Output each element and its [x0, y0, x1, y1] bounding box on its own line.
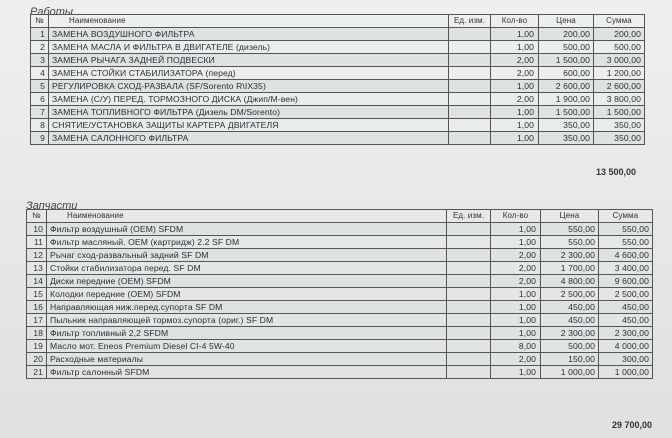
row-name: Фильтр воздушный (OEM) SFDM: [47, 223, 447, 236]
table-row: [27, 275, 653, 288]
row-price: 150,00: [541, 353, 599, 366]
works-section-title: Работы: [30, 6, 74, 18]
row-price: 2 300,00: [541, 249, 599, 262]
row-name: ЗАМЕНА МАСЛА И ФИЛЬТРА В ДВИГАТЕЛЕ (дизель): [49, 41, 449, 54]
table-row: [27, 314, 653, 327]
row-quantity: 1,00: [491, 223, 541, 236]
works-table: [30, 14, 645, 145]
row-quantity: 2,00: [491, 93, 539, 106]
row-price: 1 900,00: [539, 93, 594, 106]
row-unit: [449, 54, 491, 67]
row-unit: [447, 275, 491, 288]
row-number: 9: [31, 132, 49, 145]
table-row: [27, 249, 653, 262]
row-price: 2 300,00: [541, 327, 599, 340]
parts-total: 29 700,00: [611, 420, 652, 430]
row-unit: [447, 353, 491, 366]
row-unit: [449, 132, 491, 145]
row-price: 500,00: [539, 41, 594, 54]
table-row: [27, 288, 653, 301]
row-number: 16: [27, 301, 47, 314]
row-price: 1 700,00: [541, 262, 599, 275]
row-unit: [449, 80, 491, 93]
row-unit: [449, 41, 491, 54]
row-unit: [447, 288, 491, 301]
row-quantity: 1,00: [491, 288, 541, 301]
col-sum-header: Сумма: [594, 15, 645, 28]
row-quantity: 1,00: [491, 106, 539, 119]
row-name: ЗАМЕНА САЛОННОГО ФИЛЬТРА: [49, 132, 449, 145]
parts-table-body: [27, 223, 653, 379]
table-row: [31, 41, 645, 54]
row-sum: 500,00: [594, 41, 645, 54]
row-name: ЗАМЕНА (С/У) ПЕРЕД. ТОРМОЗНОГО ДИСКА (Джип/М-вен): [49, 93, 449, 106]
row-sum: 200,00: [594, 28, 645, 41]
row-price: 550,00: [541, 236, 599, 249]
row-number: 4: [31, 67, 49, 80]
row-sum: 3 800,00: [594, 93, 645, 106]
table-row: [31, 67, 645, 80]
col-qty-header: Кол-во: [491, 210, 541, 223]
row-unit: [447, 249, 491, 262]
row-unit: [449, 28, 491, 41]
col-no-header: №: [31, 15, 49, 28]
row-number: 20: [27, 353, 47, 366]
table-row: [31, 28, 645, 41]
table-row: [31, 80, 645, 93]
row-number: 13: [27, 262, 47, 275]
row-number: 1: [31, 28, 49, 41]
row-unit: [449, 67, 491, 80]
row-name: Фильтр топливный 2,2 SFDM: [47, 327, 447, 340]
row-sum: 3 400,00: [599, 262, 653, 275]
row-price: 4 800,00: [541, 275, 599, 288]
row-sum: 4 600,00: [599, 249, 653, 262]
col-unit-header: Ед. изм.: [449, 15, 491, 28]
row-sum: 350,00: [594, 132, 645, 145]
row-price: 350,00: [539, 119, 594, 132]
row-sum: 300,00: [599, 353, 653, 366]
row-number: 2: [31, 41, 49, 54]
row-number: 18: [27, 327, 47, 340]
row-quantity: 2,00: [491, 54, 539, 67]
row-number: 10: [27, 223, 47, 236]
row-name: Рычаг сход-развальный задний SF DM: [47, 249, 447, 262]
row-number: 19: [27, 340, 47, 353]
row-number: 11: [27, 236, 47, 249]
row-number: 15: [27, 288, 47, 301]
row-unit: [449, 93, 491, 106]
table-row: [27, 262, 653, 275]
row-sum: 3 000,00: [594, 54, 645, 67]
parts-section-title: Запчасти: [26, 200, 78, 212]
row-price: 1 500,00: [539, 54, 594, 67]
row-number: 6: [31, 93, 49, 106]
row-unit: [447, 327, 491, 340]
row-price: 1 500,00: [539, 106, 594, 119]
table-row: [27, 353, 653, 366]
table-row: [31, 106, 645, 119]
row-number: 17: [27, 314, 47, 327]
col-no-header: №: [27, 210, 47, 223]
row-price: 450,00: [541, 314, 599, 327]
row-sum: 1 000,00: [599, 366, 653, 379]
row-name: ЗАМЕНА ТОПЛИВНОГО ФИЛЬТРА (Дизель DM/Sorento): [49, 106, 449, 119]
row-price: 500,00: [541, 340, 599, 353]
row-quantity: 1,00: [491, 314, 541, 327]
row-sum: 1 200,00: [594, 67, 645, 80]
row-quantity: 1,00: [491, 327, 541, 340]
row-sum: 2 500,00: [599, 288, 653, 301]
row-quantity: 2,00: [491, 262, 541, 275]
row-sum: 1 500,00: [594, 106, 645, 119]
row-name: Диски передние (OEM) SFDM: [47, 275, 447, 288]
row-name: ЗАМЕНА РЫЧАГА ЗАДНЕЙ ПОДВЕСКИ: [49, 54, 449, 67]
row-number: 8: [31, 119, 49, 132]
table-row: [31, 132, 645, 145]
row-price: 1 000,00: [541, 366, 599, 379]
row-quantity: 1,00: [491, 301, 541, 314]
row-sum: 2 600,00: [594, 80, 645, 93]
row-number: 5: [31, 80, 49, 93]
row-sum: 4 000,00: [599, 340, 653, 353]
row-quantity: 2,00: [491, 67, 539, 80]
table-row: [31, 54, 645, 67]
parts-table: [26, 209, 653, 379]
row-number: 3: [31, 54, 49, 67]
table-row: [27, 366, 653, 379]
row-sum: 550,00: [599, 223, 653, 236]
row-price: 550,00: [541, 223, 599, 236]
row-number: 21: [27, 366, 47, 379]
row-quantity: 1,00: [491, 119, 539, 132]
col-price-header: Цена: [541, 210, 599, 223]
col-name-header: Наименование: [47, 210, 447, 223]
row-name: СНЯТИЕ/УСТАНОВКА ЗАЩИТЫ КАРТЕРА ДВИГАТЕЛЯ: [49, 119, 449, 132]
row-name: Колодки передние (OEM) SFDM: [47, 288, 447, 301]
table-row: [27, 223, 653, 236]
row-name: Расходные материалы: [47, 353, 447, 366]
row-quantity: 1,00: [491, 80, 539, 93]
table-row: [27, 327, 653, 340]
row-name: ЗАМЕНА СТОЙКИ СТАБИЛИЗАТОРА (перед): [49, 67, 449, 80]
row-sum: 2 300,00: [599, 327, 653, 340]
col-price-header: Цена: [539, 15, 594, 28]
row-quantity: 1,00: [491, 236, 541, 249]
row-name: Пыльник направляющей тормоз.супорта (ориг.) SF DM: [47, 314, 447, 327]
table-row: [27, 340, 653, 353]
row-name: ЗАМЕНА ВОЗДУШНОГО ФИЛЬТРА: [49, 28, 449, 41]
works-header-row: [31, 15, 645, 28]
row-name: Стойки стабилизатора перед. SF DM: [47, 262, 447, 275]
row-quantity: 1,00: [491, 366, 541, 379]
works-table-body: [31, 28, 645, 145]
col-qty-header: Кол-во: [491, 15, 539, 28]
row-price: 350,00: [539, 132, 594, 145]
row-quantity: 2,00: [491, 275, 541, 288]
parts-header-row: [27, 210, 653, 223]
row-unit: [447, 340, 491, 353]
row-name: Масло мот. Eneos Premium Diesel CI-4 5W-40: [47, 340, 447, 353]
col-name-header: Наименование: [49, 15, 449, 28]
row-price: 2 600,00: [539, 80, 594, 93]
row-price: 2 500,00: [541, 288, 599, 301]
row-quantity: 1,00: [491, 28, 539, 41]
row-quantity: 1,00: [491, 132, 539, 145]
row-unit: [447, 262, 491, 275]
row-price: 450,00: [541, 301, 599, 314]
row-unit: [447, 314, 491, 327]
row-unit: [449, 106, 491, 119]
row-unit: [447, 236, 491, 249]
table-row: [27, 301, 653, 314]
row-name: РЕГУЛИРОВКА СХОД-РАЗВАЛА (SF/Sorento R\IX35): [49, 80, 449, 93]
row-name: Фильтр салонный SFDM: [47, 366, 447, 379]
row-unit: [447, 223, 491, 236]
row-number: 12: [27, 249, 47, 262]
row-quantity: 1,00: [491, 41, 539, 54]
row-price: 600,00: [539, 67, 594, 80]
row-sum: 350,00: [594, 119, 645, 132]
row-name: Фильтр масляный. OEM (картридж) 2.2 SF DM: [47, 236, 447, 249]
row-sum: 450,00: [599, 314, 653, 327]
row-number: 7: [31, 106, 49, 119]
row-sum: 550,00: [599, 236, 653, 249]
row-unit: [449, 119, 491, 132]
table-row: [31, 93, 645, 106]
row-sum: 9 600,00: [599, 275, 653, 288]
row-unit: [447, 366, 491, 379]
row-sum: 450,00: [599, 301, 653, 314]
col-sum-header: Сумма: [599, 210, 653, 223]
table-row: [27, 236, 653, 249]
row-quantity: 2,00: [491, 249, 541, 262]
row-quantity: 2,00: [491, 353, 541, 366]
row-unit: [447, 301, 491, 314]
row-number: 14: [27, 275, 47, 288]
col-unit-header: Ед. изм.: [447, 210, 491, 223]
table-row: [31, 119, 645, 132]
row-price: 200,00: [539, 28, 594, 41]
row-quantity: 8,00: [491, 340, 541, 353]
works-total: 13 500,00: [595, 167, 636, 177]
row-name: Направляющая ниж.перед.супорта SF DM: [47, 301, 447, 314]
